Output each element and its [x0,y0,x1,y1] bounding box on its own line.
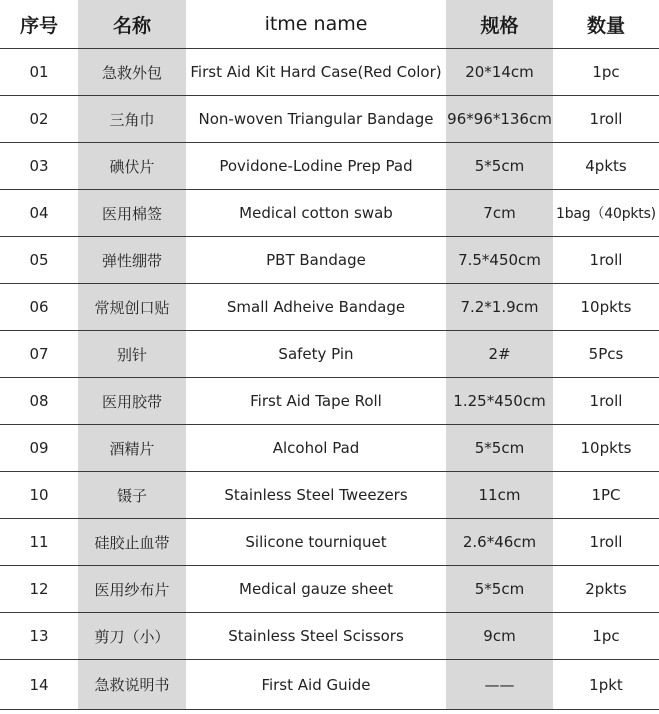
row-specification: 5*5cm [446,566,553,612]
row-item-name: Stainless Steel Scissors [228,627,404,645]
row-chinese-name: 医用棉签 [78,190,186,236]
row-serial-number: 02 [29,110,49,128]
header-chinese-name: 名称 [78,0,186,48]
row-quantity: 4pkts [585,157,627,175]
row-quantity: 1pc [592,63,620,81]
table-row [0,472,659,519]
row-item-name: Safety Pin [278,345,354,363]
row-specification: 2.6*46cm [446,519,553,565]
row-chinese-name: 别针 [78,331,186,377]
row-chinese-name: 常规创口贴 [78,284,186,330]
row-specification: 5*5cm [446,425,553,471]
table-row [0,660,659,710]
row-quantity: 1roll [589,251,623,269]
row-quantity: 1pkt [589,675,623,694]
row-chinese-name: 急救外包 [78,49,186,95]
row-quantity: 1roll [589,392,623,410]
row-serial-number: 07 [29,345,49,363]
row-item-name: Silicone tourniquet [245,533,387,551]
row-serial-number: 14 [29,675,49,694]
table-row [0,331,659,378]
row-item-name: PBT Bandage [266,251,366,269]
row-item-name: First Aid Guide [261,675,371,694]
table-row [0,519,659,566]
table-row [0,566,659,613]
row-serial-number: 03 [29,157,49,175]
row-chinese-name: 酒精片 [78,425,186,471]
row-item-name: First Aid Tape Roll [250,392,382,410]
row-chinese-name: 急救说明书 [78,660,186,709]
row-item-name: Non-woven Triangular Bandage [198,110,434,128]
row-quantity: 1PC [591,486,621,504]
row-serial-number: 04 [29,204,49,222]
row-item-name: Alcohol Pad [272,439,360,457]
row-chinese-name: 剪刀（小） [78,613,186,659]
table-row [0,96,659,143]
row-chinese-name: 三角巾 [78,96,186,142]
table-row [0,143,659,190]
row-quantity: 2pkts [585,580,627,598]
table-header-row [0,0,659,49]
row-item-name: Medical gauze sheet [239,580,393,598]
row-serial-number: 01 [29,63,49,81]
row-serial-number: 13 [29,627,49,645]
row-serial-number: 11 [29,533,49,551]
row-specification: 7.5*450cm [446,237,553,283]
row-specification: 11cm [446,472,553,518]
table-row [0,613,659,660]
row-quantity: 10pkts [580,439,632,457]
header-item-name: itme name [264,13,368,35]
row-specification: 9cm [446,613,553,659]
row-chinese-name: 镊子 [78,472,186,518]
row-specification: 20*14cm [446,49,553,95]
row-specification: —— [446,660,553,709]
row-chinese-name: 碘伏片 [78,143,186,189]
table-row [0,190,659,237]
row-specification: 1.25*450cm [446,378,553,424]
row-serial-number: 06 [29,298,49,316]
row-quantity: 1bag（40pkts) [556,206,656,222]
table-row [0,49,659,96]
row-serial-number: 10 [29,486,49,504]
table-row [0,425,659,472]
row-serial-number: 09 [29,439,49,457]
row-specification: 2# [446,331,553,377]
row-quantity: 1roll [589,533,623,551]
row-quantity: 1pc [592,627,620,645]
row-item-name: Stainless Steel Tweezers [224,486,408,504]
row-item-name: Povidone-Lodine Prep Pad [219,157,413,175]
header-quantity: 数量 [586,14,625,37]
row-chinese-name: 弹性绷带 [78,237,186,283]
row-serial-number: 12 [29,580,49,598]
row-serial-number: 05 [29,251,49,269]
row-item-name: Small Adheive Bandage [226,298,406,316]
row-specification: 5*5cm [446,143,553,189]
row-chinese-name: 医用纱布片 [78,566,186,612]
header-specification: 规格 [446,0,553,48]
row-item-name: Medical cotton swab [239,204,393,222]
row-quantity: 5Pcs [588,345,624,363]
row-item-name: First Aid Kit Hard Case(Red Color) [190,63,442,81]
row-specification: 96*96*136cm [446,96,553,142]
table-row [0,237,659,284]
row-chinese-name: 医用胶带 [78,378,186,424]
table-row [0,284,659,331]
row-quantity: 10pkts [580,298,632,316]
row-specification: 7.2*1.9cm [446,284,553,330]
row-chinese-name: 硅胶止血带 [78,519,186,565]
row-quantity: 1roll [589,110,623,128]
header-serial-number: 序号 [19,14,58,37]
table-row [0,378,659,425]
row-serial-number: 08 [29,392,49,410]
row-specification: 7cm [446,190,553,236]
